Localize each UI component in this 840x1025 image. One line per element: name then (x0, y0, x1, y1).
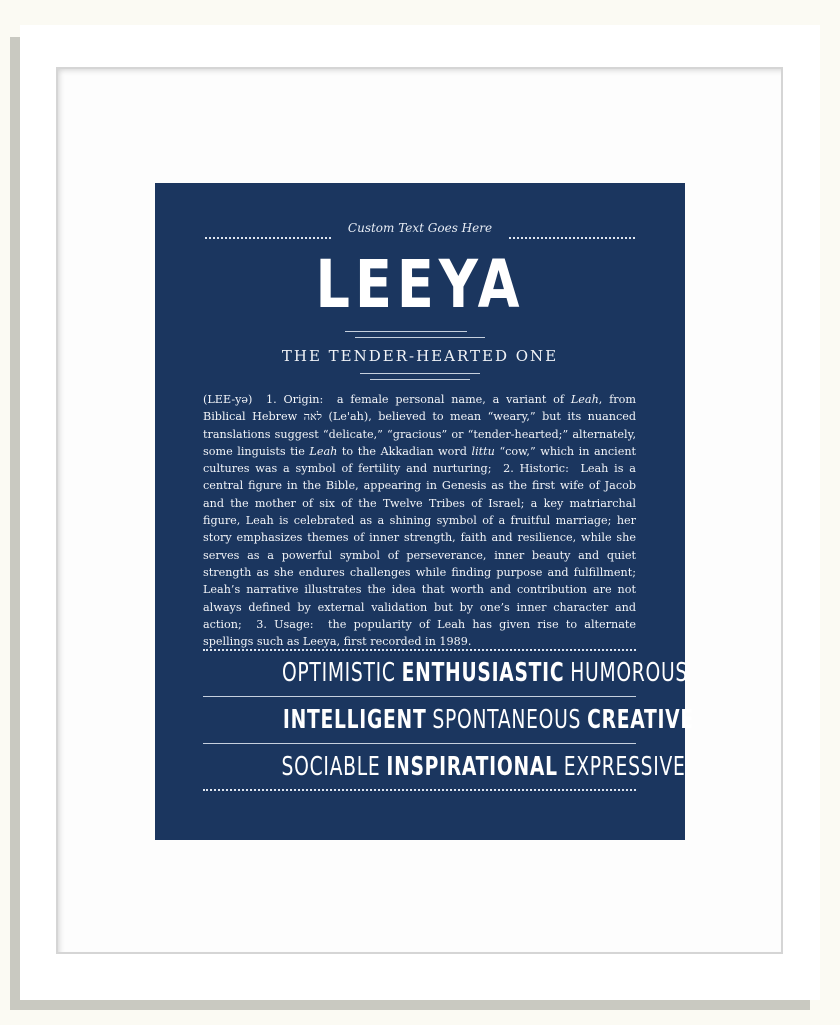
origin-name: Leah (570, 393, 599, 406)
trait: SOCIABLE (281, 752, 381, 782)
trait: ENTHUSIASTIC (401, 658, 565, 688)
name-definition (203, 391, 636, 650)
pronunciation: (LEE-yə) (203, 393, 253, 406)
trait: CREATIVE (587, 705, 694, 735)
origin-text: “cow,” which in ancient cultures was a symbol of fertility and nurturing; (203, 444, 637, 476)
origin-name: Leah (309, 444, 338, 458)
name-title: LEEYA (315, 246, 525, 323)
dotted-rule-top-right (509, 237, 635, 239)
origin-text: , from Biblical Hebrew לאה (Le'ah), believed to mean “weary,” but its nuanced translations suggest “delicate,” “gracious” or “tender-hearted;” alternately, some linguists tie (203, 393, 636, 458)
origin-label: 1. Origin: (266, 393, 324, 406)
name-subtitle: THE TENDER-HEARTED ONE (281, 347, 559, 365)
usage-text: the popularity of Leah has given rise to alternate spellings such as Leeya, first recorded in 1989. (203, 617, 636, 649)
name-print (155, 183, 694, 840)
trait: INSPIRATIONAL (386, 752, 558, 782)
traits-row-1 (203, 657, 689, 689)
traits-row-3 (203, 751, 686, 783)
trait: EXPRESSIVE (563, 752, 686, 782)
dotted-rule-traits-bottom (203, 789, 636, 791)
trait: HUMOROUS (570, 658, 689, 688)
rule-under-name (345, 331, 467, 332)
trait: SPONTANEOUS (432, 705, 582, 735)
traits-divider (203, 743, 636, 744)
custom-text: Custom Text Goes Here (347, 221, 493, 235)
rule-under-subtitle (360, 373, 480, 374)
rule-under-subtitle (370, 379, 470, 380)
traits-row-2 (203, 704, 694, 736)
trait: INTELLIGENT (282, 705, 427, 735)
historic-label: 2. Historic: (503, 462, 569, 476)
rule-under-name (355, 337, 485, 338)
dotted-rule-top-left (205, 237, 331, 239)
origin-text: to the Akkadian word (341, 444, 467, 458)
origin-word: littu (471, 444, 495, 458)
historic-text: Leah is a central figure in the Bible, appearing in Genesis as the first wife of Jacob and the mother of six of the Twelve Tribes of Israel; a key matriarchal figure, Leah is celebrated as a shining symbol of a fruitful marriage; her story emphasizes themes of inner strength, faith and resilience, while she serves as a powerful symbol of perseverance, inner beauty and quiet strength as she endures challenges while finding purpose and fulfillment; Leah’s narrative illustrates the idea that worth and contribution are not always defined by external validation but by one’s inner character and action; (203, 462, 636, 631)
trait: OPTIMISTIC (281, 658, 396, 688)
usage-label: 3. Usage: (256, 617, 314, 631)
dotted-rule-traits-top (203, 649, 636, 651)
traits-divider (203, 696, 636, 697)
origin-text: a female personal name, a variant of (336, 393, 565, 406)
